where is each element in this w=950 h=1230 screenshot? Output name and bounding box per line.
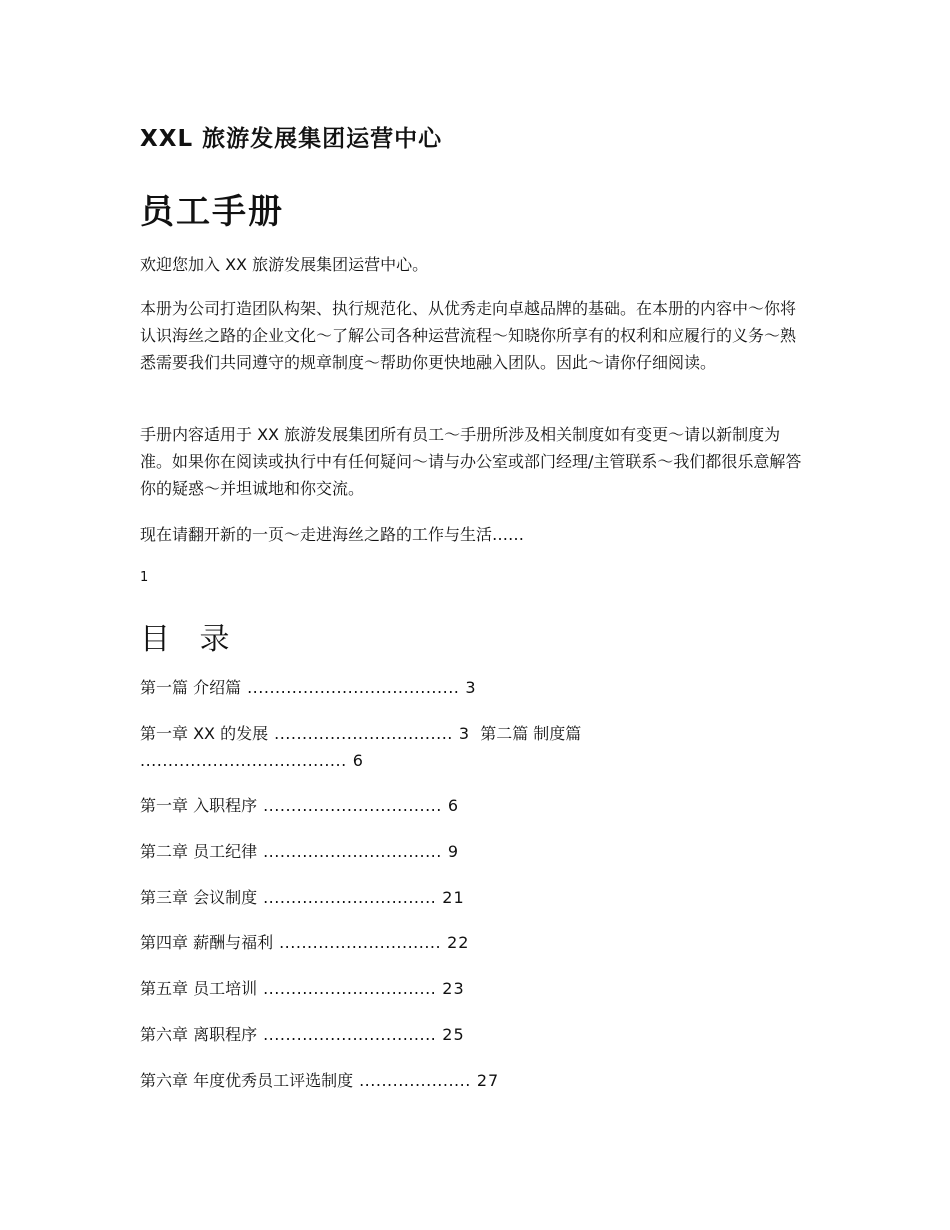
intro-paragraph-closing: 现在请翻开新的一页～走进海丝之路的工作与生活……	[140, 525, 525, 544]
document-title: 员工手册	[140, 192, 284, 232]
toc-entry-label: 第一章 入职程序	[140, 796, 258, 815]
intro-paragraph-welcome: 欢迎您加入 XX 旅游发展集团运营中心。	[140, 255, 429, 274]
toc-leader: ...............................	[263, 979, 437, 998]
toc-entry-label: 第一篇 介绍篇	[140, 678, 242, 697]
toc-page-number: 9	[447, 842, 460, 861]
toc-title: 目 录	[140, 622, 240, 657]
toc-leader: ...............................	[263, 888, 437, 907]
toc-leader: ................................	[263, 842, 442, 861]
toc-entry-label: 第三章 会议制度	[140, 888, 258, 907]
toc-entry[interactable]	[140, 929, 469, 956]
toc-page-number: 23	[442, 979, 465, 998]
toc-entry[interactable]	[140, 884, 465, 911]
toc-entry[interactable]	[140, 975, 465, 1002]
toc-entry-label: 第二章 员工纪律	[140, 842, 258, 861]
toc-entry-label: 第六章 年度优秀员工评选制度	[140, 1071, 354, 1090]
toc-leader: .............................	[279, 933, 442, 952]
toc-leader: ...............................	[263, 1025, 437, 1044]
toc-entry-label-continued: 第二篇 制度篇	[480, 724, 582, 743]
toc-entry-label: 第四章 薪酬与福利	[140, 933, 274, 952]
toc-page-number: 6	[447, 796, 460, 815]
toc-page-number: 22	[447, 933, 470, 952]
toc-entry[interactable]	[140, 1067, 499, 1094]
toc-page-number: 25	[442, 1025, 465, 1044]
toc-entry[interactable]	[140, 674, 477, 701]
organization-title: XXL 旅游发展集团运营中心	[140, 126, 443, 152]
toc-entry[interactable]	[140, 1021, 465, 1048]
toc-leader: ....................	[359, 1071, 471, 1090]
toc-entry[interactable]	[140, 720, 581, 747]
toc-entry[interactable]	[140, 792, 459, 819]
toc-page-number: 3	[458, 724, 471, 743]
toc-entry-label: 第五章 员工培训	[140, 979, 258, 998]
intro-paragraph-purpose: 本册为公司打造团队构架、执行规范化、从优秀走向卓越品牌的基础。在本册的内容中～你将认识海丝之路的企业文化～了解公司各种运营流程～知晓你所享有的权利和应履行的义务～熟悉需要我们共同遵守的规章制度～帮助你更快地融入团队。因此～请你仔细阅读。	[140, 299, 797, 372]
toc-page-number: 21	[442, 888, 465, 907]
toc-entry[interactable]	[140, 747, 364, 774]
toc-leader: ......................................	[247, 678, 460, 697]
toc-page-number: 27	[476, 1071, 500, 1090]
page-number: 1	[140, 570, 149, 585]
toc-leader: .....................................	[140, 751, 347, 770]
intro-paragraph-scope: 手册内容适用于 XX 旅游发展集团所有员工～手册所涉及相关制度如有变更～请以新制度为准。如果你在阅读或执行中有任何疑问～请与办公室或部门经理/主管联系～我们都很乐意解答你的疑惑～并坦诚地和你交流。	[140, 425, 802, 498]
toc-page-number: 6	[352, 751, 364, 770]
toc-entry-label: 第一章 XX 的发展	[140, 724, 269, 743]
toc-entry[interactable]	[140, 838, 459, 865]
toc-page-number: 3	[465, 678, 477, 697]
toc-entry-label: 第六章 离职程序	[140, 1025, 258, 1044]
toc-leader: ................................	[263, 796, 442, 815]
toc-leader: ................................	[274, 724, 453, 743]
